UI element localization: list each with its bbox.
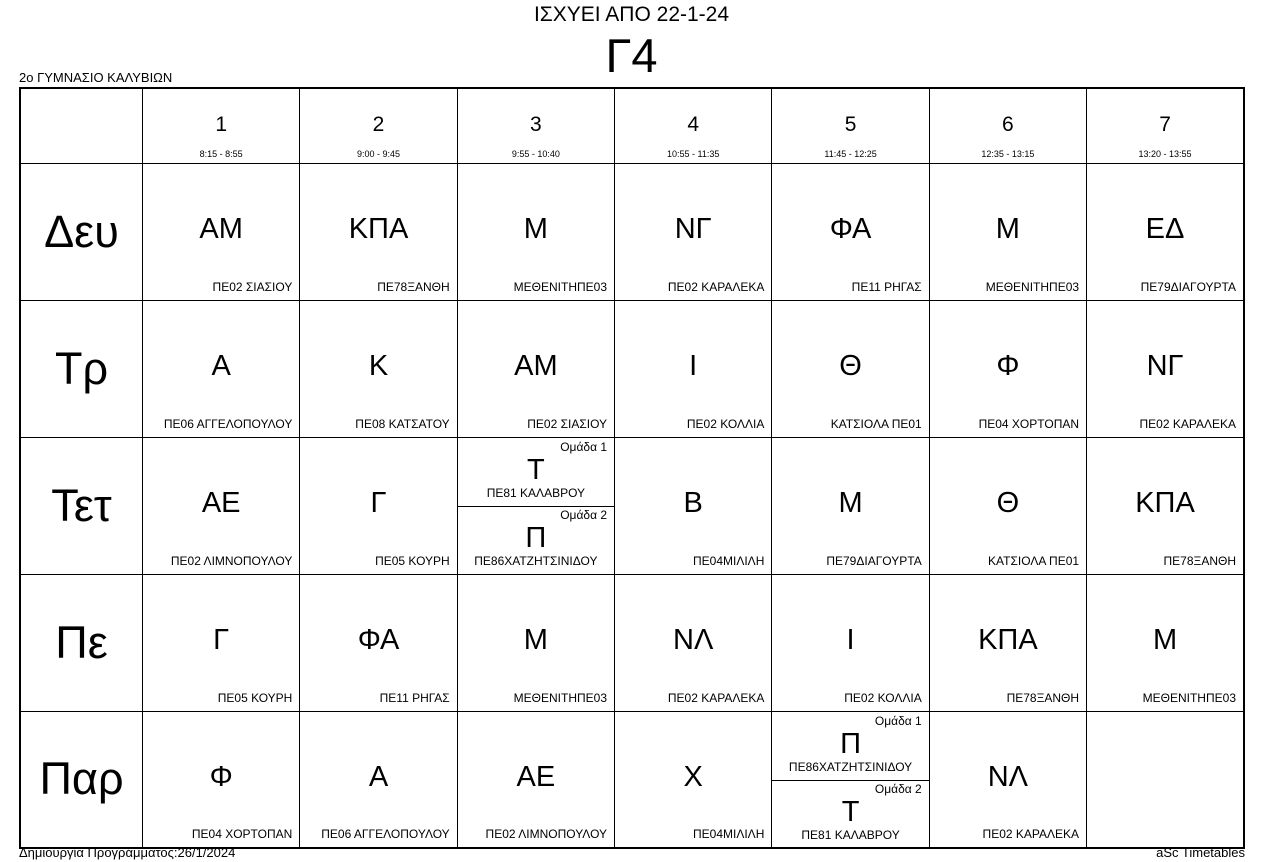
- day-label: Δευ: [44, 205, 119, 257]
- subject: ΕΔ: [1145, 212, 1185, 245]
- teacher: ΠΕ02 ΚΑΡΑΛΕΚΑ: [1139, 416, 1236, 431]
- group-lesson: [458, 438, 614, 507]
- period-header-6: [929, 88, 1086, 163]
- lesson-cell: [143, 300, 300, 437]
- subject: ΝΛ: [673, 623, 714, 656]
- teacher: ΜΕΘΕΝΙΤΗΠΕ03: [1142, 690, 1236, 705]
- day-label-cell: [20, 300, 143, 437]
- subject: Γ: [213, 623, 230, 656]
- day-row-fri: [20, 711, 1244, 848]
- subject: ΚΠΑ: [978, 623, 1038, 656]
- subject: Μ: [523, 212, 548, 245]
- period-header-row: [20, 88, 1244, 163]
- subject: Α: [368, 760, 389, 793]
- lesson-cell: [143, 574, 300, 711]
- teacher: ΠΕ11 ΡΗΓΑΣ: [851, 279, 922, 294]
- teacher: ΠΕ02 ΚΑΡΑΛΕΚΑ: [667, 690, 765, 705]
- teacher: ΠΕ78ΞΑΝΘΗ: [377, 279, 450, 294]
- subject: ΑΜ: [199, 212, 243, 245]
- valid-from-title: ΙΣΧΥΕΙ ΑΠΟ 22-1-24: [533, 3, 730, 26]
- lesson-cell: [300, 574, 457, 711]
- teacher: ΠΕ04 ΧΟΡΤΟΠΑΝ: [978, 416, 1080, 431]
- period-time: 8:15 - 8:55: [199, 149, 243, 159]
- period-number: 3: [530, 113, 542, 136]
- teacher: ΠΕ79ΔΙΑΓΟΥΡΤΑ: [1140, 279, 1236, 294]
- subject: Μ: [838, 486, 863, 519]
- lesson-cell: [457, 711, 614, 848]
- teacher: ΠΕ05 ΚΟΥΡΗ: [375, 553, 450, 568]
- subject: ΚΠΑ: [348, 212, 409, 245]
- teacher: ΠΕ02 ΚΑΡΑΛΕΚΑ: [982, 827, 1080, 841]
- lesson-cell: [929, 437, 1086, 574]
- teacher: ΠΕ86ΧΑΤΖΗΤΣΙΝΙΔΟΥ: [788, 759, 913, 774]
- teacher: ΠΕ06 ΑΓΓΕΛΟΠΟΥΛΟΥ: [163, 416, 293, 431]
- group-lesson: [772, 712, 928, 781]
- day-label-cell: [20, 711, 143, 848]
- subject: Β: [683, 486, 703, 519]
- teacher: ΠΕ78ΞΑΝΘΗ: [1006, 690, 1080, 705]
- teacher: ΠΕ86ΧΑΤΖΗΤΣΙΝΙΔΟΥ: [474, 553, 598, 568]
- subject: Π: [525, 521, 547, 554]
- lesson-cell: [1087, 300, 1244, 437]
- period-number: 5: [844, 113, 857, 136]
- period-number: 6: [1002, 113, 1014, 136]
- period-number: 4: [687, 113, 700, 136]
- lesson-cell: [1087, 163, 1244, 300]
- day-row-tue: [20, 300, 1244, 437]
- teacher: ΚΑΤΣΙΟΛΑ ΠΕ01: [830, 416, 922, 431]
- subject: Φ: [996, 349, 1020, 382]
- creation-date: Δημιουργία Προγράμματος:26/1/2024: [19, 845, 236, 860]
- subject: Μ: [1152, 623, 1178, 656]
- lesson-cell: [615, 711, 772, 848]
- teacher: ΠΕ04ΜΙΛΙΛΗ: [692, 553, 765, 568]
- lesson-cell: [143, 163, 300, 300]
- teacher: ΠΕ02 ΣΙΑΣΙΟΥ: [212, 279, 293, 294]
- day-label-cell: [20, 574, 143, 711]
- lesson-cell: [1087, 437, 1244, 574]
- subject: Θ: [839, 349, 862, 382]
- subject: ΑΜ: [514, 349, 558, 382]
- period-header-5: [772, 88, 929, 163]
- period-number: 1: [215, 113, 228, 136]
- lesson-cell: [300, 300, 457, 437]
- generator-credit: aSc Timetables: [1156, 845, 1245, 860]
- lesson-cell: [772, 163, 929, 300]
- lesson-cell: [615, 437, 772, 574]
- teacher: ΠΕ11 ΡΗΓΑΣ: [379, 690, 450, 705]
- lesson-cell: [772, 300, 929, 437]
- subject: ΝΛ: [987, 760, 1029, 793]
- teacher: ΠΕ81 ΚΑΛΑΒΡΟΥ: [801, 827, 900, 842]
- teacher: ΠΕ02 ΛΙΜΝΟΠΟΥΛΟΥ: [170, 553, 293, 568]
- teacher: ΠΕ06 ΑΓΓΕΛΟΠΟΥΛΟΥ: [321, 827, 450, 841]
- timetable: [19, 87, 1245, 849]
- subject: Μ: [995, 212, 1020, 245]
- lesson-cell: [1087, 574, 1244, 711]
- teacher: ΠΕ04 ΧΟΡΤΟΠΑΝ: [191, 827, 293, 841]
- empty-lesson-cell: [1087, 711, 1244, 848]
- lesson-cell: [615, 163, 772, 300]
- group-label: Ομάδα 1: [560, 439, 608, 454]
- teacher: ΠΕ02 ΛΙΜΝΟΠΟΥΛΟΥ: [485, 827, 608, 841]
- teacher: ΚΑΤΣΙΟΛΑ ΠΕ01: [988, 553, 1080, 568]
- lesson-cell: [772, 437, 929, 574]
- subject: Χ: [683, 760, 703, 793]
- subject: ΦΑ: [829, 212, 872, 245]
- group-lesson: [772, 780, 928, 848]
- lesson-cell: [615, 300, 772, 437]
- lesson-cell: [457, 300, 614, 437]
- lesson-cell: [300, 163, 457, 300]
- teacher: ΜΕΘΕΝΙΤΗΠΕ03: [985, 279, 1080, 294]
- teacher: ΠΕ79ΔΙΑΓΟΥΡΤΑ: [826, 553, 922, 568]
- day-label-cell: [20, 437, 143, 574]
- subject: Ι: [689, 349, 698, 382]
- subject: Τ: [527, 453, 545, 486]
- split-lesson-cell: [457, 437, 614, 574]
- group-label: Ομάδα 1: [874, 713, 922, 728]
- period-header-1: [143, 88, 300, 163]
- lesson-cell: [300, 711, 457, 848]
- teacher: ΠΕ02 ΚΑΡΑΛΕΚΑ: [667, 279, 765, 294]
- lesson-cell: [143, 711, 300, 848]
- split-lesson-cell: [772, 711, 929, 848]
- lesson-cell: [929, 300, 1086, 437]
- day-label: Τρ: [54, 342, 109, 394]
- group-lesson: [458, 506, 614, 574]
- period-time: 11:45 - 12:25: [824, 149, 877, 159]
- period-time: 13:20 - 13:55: [1138, 149, 1192, 159]
- period-time: 10:55 - 11:35: [667, 149, 720, 159]
- subject: Θ: [996, 486, 1020, 519]
- day-row-mon: [20, 163, 1244, 300]
- period-header-7: [1087, 88, 1244, 163]
- school-name: 2ο ΓΥΜΝΑΣΙΟ ΚΑΛΥΒΙΩΝ: [19, 70, 173, 85]
- day-row-thu: [20, 574, 1244, 711]
- period-header-2: [300, 88, 457, 163]
- teacher: ΠΕ08 ΚΑΤΣΑΤΟΥ: [355, 416, 450, 431]
- teacher: ΠΕ02 ΣΙΑΣΙΟΥ: [527, 416, 608, 431]
- lesson-cell: [457, 163, 614, 300]
- lesson-cell: [929, 574, 1086, 711]
- teacher: ΠΕ04ΜΙΛΙΛΗ: [692, 827, 765, 841]
- subject: ΑΕ: [516, 760, 556, 793]
- teacher: ΜΕΘΕΝΙΤΗΠΕ03: [513, 690, 608, 705]
- lesson-cell: [457, 574, 614, 711]
- period-number: 7: [1159, 113, 1171, 136]
- lesson-cell: [929, 711, 1086, 848]
- subject: ΝΓ: [1146, 349, 1184, 382]
- group-label: Ομάδα 2: [560, 507, 608, 522]
- day-label: Πε: [55, 616, 108, 668]
- teacher: ΠΕ02 ΚΟΛΛΙΑ: [686, 416, 765, 431]
- corner-cell: [20, 88, 143, 163]
- period-header-4: [615, 88, 772, 163]
- day-label: Τετ: [51, 479, 112, 531]
- period-time: 9:00 - 9:45: [357, 149, 401, 159]
- teacher: ΠΕ02 ΚΟΛΛΙΑ: [844, 690, 922, 705]
- period-time: 9:55 - 10:40: [511, 149, 560, 159]
- subject: Π: [840, 727, 862, 760]
- teacher: ΠΕ05 ΚΟΥΡΗ: [217, 690, 293, 705]
- subject: Μ: [523, 623, 548, 656]
- subject: ΑΕ: [201, 486, 241, 519]
- lesson-cell: [929, 163, 1086, 300]
- subject: Τ: [841, 795, 860, 828]
- teacher: ΠΕ78ΞΑΝΘΗ: [1163, 553, 1236, 568]
- subject: Γ: [370, 486, 387, 519]
- teacher: ΜΕΘΕΝΙΤΗΠΕ03: [513, 279, 608, 294]
- day-label-cell: [20, 163, 143, 300]
- lesson-cell: [772, 574, 929, 711]
- day-row-wed: [20, 437, 1244, 574]
- subject: Κ: [368, 349, 389, 382]
- period-header-3: [457, 88, 614, 163]
- subject: Ι: [846, 623, 855, 656]
- subject: ΦΑ: [357, 623, 400, 656]
- group-label: Ομάδα 2: [874, 781, 922, 796]
- teacher: ΠΕ81 ΚΑΛΑΒΡΟΥ: [486, 485, 586, 500]
- subject: ΚΠΑ: [1135, 486, 1195, 519]
- subject: Α: [211, 349, 231, 382]
- period-number: 2: [372, 113, 385, 136]
- period-time: 12:35 - 13:15: [981, 149, 1035, 159]
- lesson-cell: [143, 437, 300, 574]
- lesson-cell: [300, 437, 457, 574]
- subject: Φ: [209, 760, 233, 793]
- class-title: Γ4: [605, 29, 658, 82]
- subject: ΝΓ: [674, 212, 712, 245]
- lesson-cell: [615, 574, 772, 711]
- day-label: Παρ: [39, 753, 124, 805]
